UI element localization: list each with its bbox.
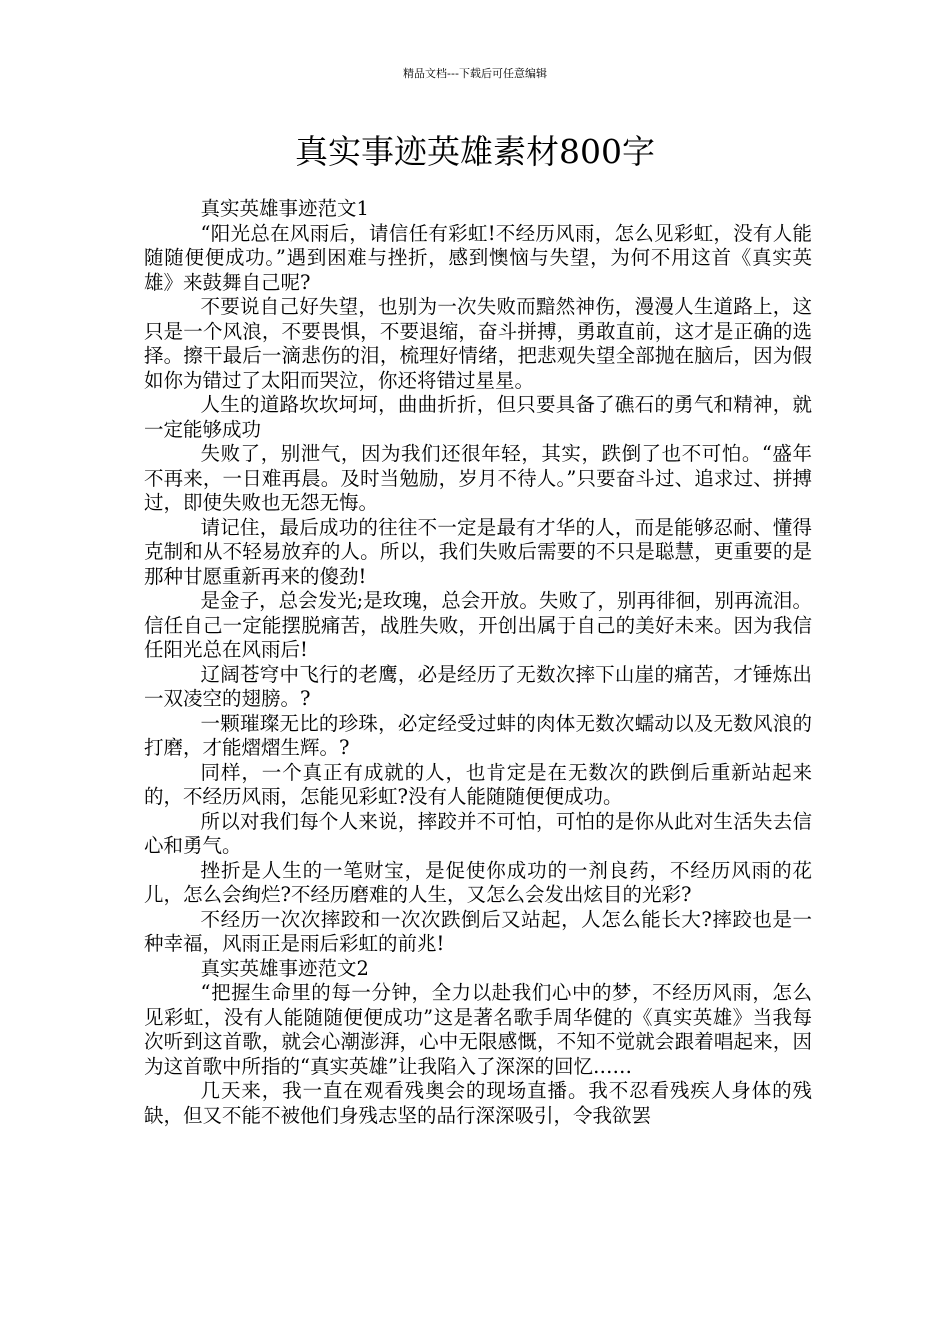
paragraph: 同样，一个真正有成就的人，也肯定是在无数次的跌倒后重新站起来的，不经历风雨，怎能见彩虹?没有人能随随便便成功。 [144,760,812,808]
paragraph: 真实英雄事迹范文2 [200,956,369,980]
paragraph: 是金子，总会发光;是玫瑰，总会开放。失败了，别再徘徊，别再流泪。信任自己一定能摆脱痛苦，战胜失败，开创出属于自己的美好未来。因为我信任阳光总在风雨后! [144,589,812,661]
paragraph: 请记住，最后成功的往往不一定是最有才华的人，而是能够忍耐、懂得克制和从不轻易放弃的人。所以，我们失败后需要的不只是聪慧，更重要的是那种甘愿重新再来的傻劲! [144,515,812,588]
paragraph: 几天来，我一直在观看残奥会的现场直播。我不忍看残疾人身体的残缺，但又不能不被他们身残志坚的品行深深吸引，令我欲罢 [144,1079,812,1127]
document-title: 真实事迹英雄素材800字 [295,132,655,171]
paragraph: 不要说自己好失望，也别为一次失败而黯然神伤，漫漫人生道路上，这只是一个风浪，不要畏惧，不要退缩，奋斗拼搏，勇敢直前，这才是正确的选择。擦干最后一滴悲伤的泪，梳理好情绪，把悲观失望全部抛在脑后，因为假如你为错过了太阳而哭泣，你还将错过星星。 [144,295,812,392]
paragraph: “阳光总在风雨后，请信任有彩虹!不经历风雨，怎么见彩虹，没有人能随随便便成功。”遇到困难与挫折，感到懊恼与失望，为何不用这首《真实英雄》来鼓舞自己呢? [144,221,812,294]
paragraph: 挫折是人生的一笔财宝，是促使你成功的一剂良药，不经历风雨的花儿，怎么会绚烂?不经历磨难的人生，又怎么会发出炫目的光彩? [144,858,812,906]
paragraph: 所以对我们每个人来说，摔跤并不可怕，可怕的是你从此对生活失去信心和勇气。 [144,809,812,857]
paragraph: 辽阔苍穹中飞行的老鹰，必是经历了无数次摔下山崖的痛苦，才锤炼出一双凌空的翅膀。? [144,662,812,710]
paragraph: 真实英雄事迹范文1 [200,197,369,220]
paragraph: 一颗璀璨无比的珍珠，必定经受过蚌的肉体无数次蠕动以及无数风浪的打磨，才能熠熠生辉。? [144,711,812,759]
header-note: 精品文档---下载后可任意编辑 [403,67,547,80]
paragraph: 失败了，别泄气，因为我们还很年轻，其实，跌倒了也不可怕。“盛年不再来，一日难再晨。及时当勉励，岁月不待人。”只要奋斗过、追求过、拼搏过，即使失败也无怨无悔。 [144,442,812,514]
paragraph: “把握生命里的每一分钟，全力以赴我们心中的梦，不经历风雨，怎么见彩虹，没有人能随随便便成功”这是著名歌手周华健的《真实英雄》当我每次听到这首歌，就会心潮澎湃，心中无限感慨，不知不觉就会跟着唱起来，因为这首歌中所指的“真实英雄”让我陷入了深深的回忆…… [144,981,812,1078]
paragraph: 不经历一次次摔跤和一次次跌倒后又站起，人怎么能长大?摔跤也是一种幸福，风雨正是雨后彩虹的前兆! [144,907,812,955]
paragraph: 人生的道路坎坎坷坷，曲曲折折，但只要具备了礁石的勇气和精神，就一定能够成功 [144,393,812,441]
document-body [144,197,812,1128]
